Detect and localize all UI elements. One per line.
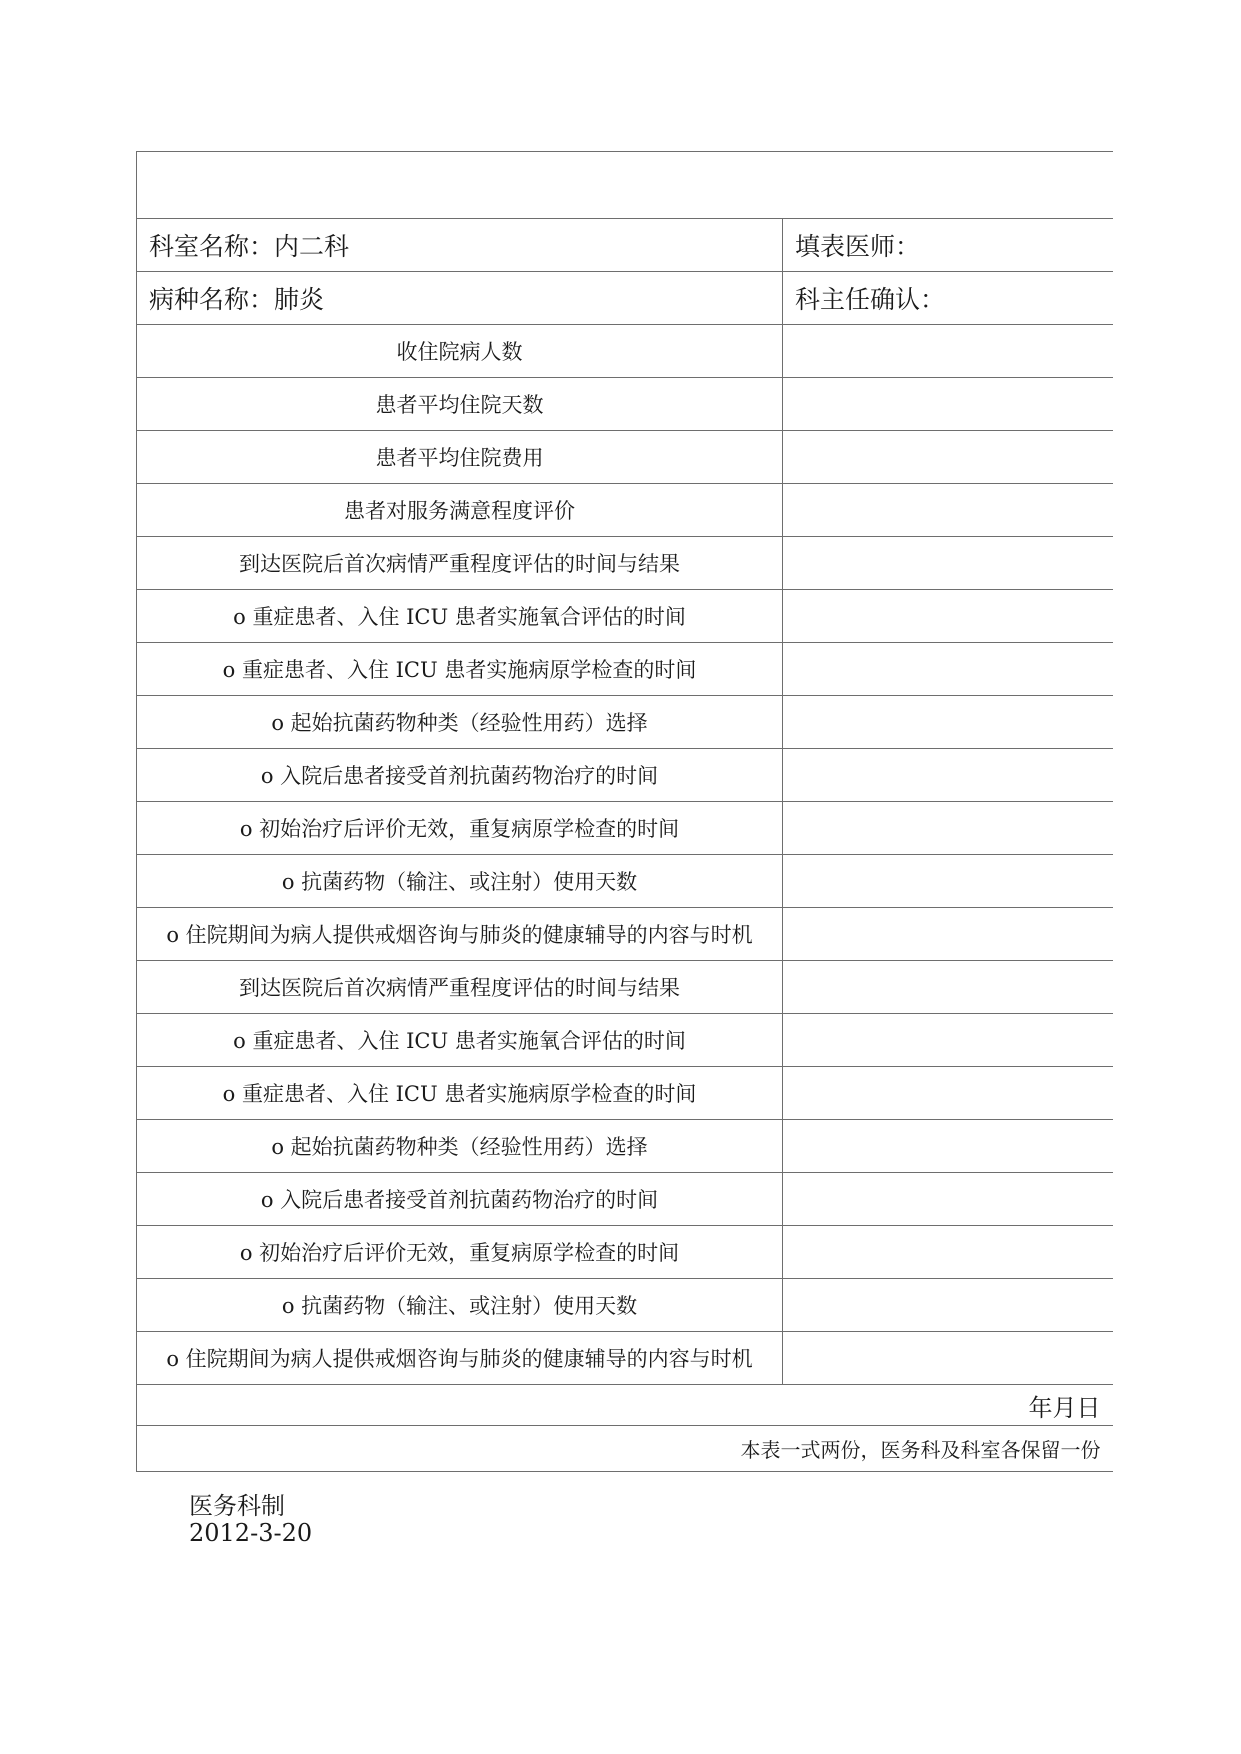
indicator-label: o 重症患者、入住 ICU 患者实施病原学检查的时间 [137, 1067, 783, 1120]
disease-row [137, 272, 1113, 325]
department-name: 科室名称：内二科 [137, 219, 783, 272]
indicator-row [137, 696, 1113, 749]
director-confirm-field[interactable]: 科主任确认： [783, 272, 1113, 325]
indicator-label: o 起始抗菌药物种类（经验性用药）选择 [137, 1120, 783, 1173]
indicator-row [137, 1226, 1113, 1279]
indicator-row [137, 537, 1113, 590]
indicator-row [137, 802, 1113, 855]
indicator-label: o 抗菌药物（输注、或注射）使用天数 [137, 1279, 783, 1332]
indicator-row [137, 1067, 1113, 1120]
indicator-row [137, 961, 1113, 1014]
indicator-label: o 重症患者、入住 ICU 患者实施氧合评估的时间 [137, 590, 783, 643]
indicator-value-cell[interactable] [783, 961, 1113, 1014]
indicator-row [137, 643, 1113, 696]
note-row [137, 1426, 1113, 1472]
indicator-value-cell[interactable] [783, 643, 1113, 696]
indicator-row [137, 855, 1113, 908]
indicator-label: 患者对服务满意程度评价 [137, 484, 783, 537]
form-maker: 医务科制 [189, 1492, 285, 1520]
indicator-row [137, 431, 1113, 484]
indicator-label: o 初始治疗后评价无效，重复病原学检查的时间 [137, 802, 783, 855]
indicator-row [137, 1120, 1113, 1173]
indicator-value-cell[interactable] [783, 1226, 1113, 1279]
date-line: 年月日 [137, 1385, 1113, 1426]
indicator-label: 到达医院后首次病情严重程度评估的时间与结果 [137, 537, 783, 590]
indicator-label: o 重症患者、入住 ICU 患者实施氧合评估的时间 [137, 1014, 783, 1067]
form-title-row [137, 152, 1113, 219]
indicator-label: 患者平均住院天数 [137, 378, 783, 431]
indicator-value-cell[interactable] [783, 749, 1113, 802]
indicator-value-cell[interactable] [783, 1067, 1113, 1120]
indicator-label: o 入院后患者接受首剂抗菌药物治疗的时间 [137, 1173, 783, 1226]
indicator-row [137, 325, 1113, 378]
indicator-label: o 初始治疗后评价无效，重复病原学检查的时间 [137, 1226, 783, 1279]
indicator-value-cell[interactable] [783, 484, 1113, 537]
indicator-value-cell[interactable] [783, 537, 1113, 590]
indicator-value-cell[interactable] [783, 908, 1113, 961]
indicator-label: o 重症患者、入住 ICU 患者实施病原学检查的时间 [137, 643, 783, 696]
indicator-value-cell[interactable] [783, 378, 1113, 431]
department-row [137, 219, 1113, 272]
indicator-value-cell[interactable] [783, 1173, 1113, 1226]
disease-name: 病种名称：肺炎 [137, 272, 783, 325]
indicator-value-cell[interactable] [783, 590, 1113, 643]
indicator-value-cell[interactable] [783, 431, 1113, 484]
indicator-label: 收住院病人数 [137, 325, 783, 378]
indicator-value-cell[interactable] [783, 325, 1113, 378]
indicator-label: o 住院期间为病人提供戒烟咨询与肺炎的健康辅导的内容与时机 [137, 1332, 783, 1385]
indicator-value-cell[interactable] [783, 855, 1113, 908]
form-date: 2012-3-20 [189, 1519, 313, 1547]
indicator-value-cell[interactable] [783, 1120, 1113, 1173]
indicator-label: o 入院后患者接受首剂抗菌药物治疗的时间 [137, 749, 783, 802]
indicator-value-cell[interactable] [783, 696, 1113, 749]
indicator-row [137, 749, 1113, 802]
indicator-row [137, 908, 1113, 961]
indicator-row [137, 1014, 1113, 1067]
indicator-label: 患者平均住院费用 [137, 431, 783, 484]
indicator-label: 到达医院后首次病情严重程度评估的时间与结果 [137, 961, 783, 1014]
indicator-label: o 住院期间为病人提供戒烟咨询与肺炎的健康辅导的内容与时机 [137, 908, 783, 961]
indicator-label: o 抗菌药物（输注、或注射）使用天数 [137, 855, 783, 908]
indicator-row [137, 1332, 1113, 1385]
indicator-row [137, 1279, 1113, 1332]
indicator-row [137, 1173, 1113, 1226]
indicator-value-cell[interactable] [783, 1279, 1113, 1332]
form-title [137, 152, 1113, 219]
indicator-value-cell[interactable] [783, 1014, 1113, 1067]
date-row [137, 1385, 1113, 1426]
indicator-row [137, 590, 1113, 643]
indicator-label: o 起始抗菌药物种类（经验性用药）选择 [137, 696, 783, 749]
copies-note: 本表一式两份，医务科及科室各保留一份 [137, 1426, 1113, 1472]
indicator-row [137, 378, 1113, 431]
indicator-row [137, 484, 1113, 537]
indicator-value-cell[interactable] [783, 802, 1113, 855]
physician-field[interactable]: 填表医师： [783, 219, 1113, 272]
indicator-value-cell[interactable] [783, 1332, 1113, 1385]
quality-report-form [136, 151, 1113, 1472]
